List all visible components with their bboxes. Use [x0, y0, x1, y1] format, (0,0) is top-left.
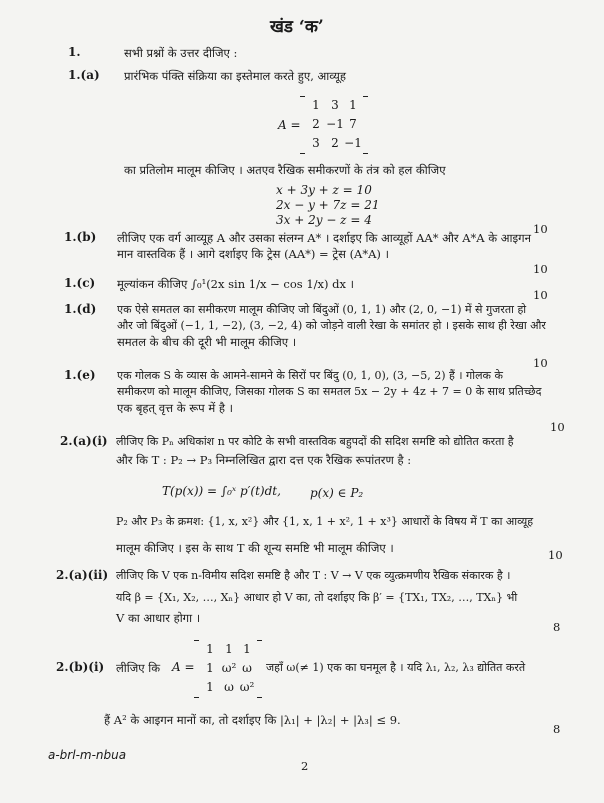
matrix-cell: 1 — [206, 661, 214, 675]
question-text: लीजिए कि — [116, 661, 161, 675]
question-text: जहाँ ω(≠ 1) एक का घनमूल है । यदि λ₁, λ₂, λ₃ द्योतित करते — [266, 661, 526, 674]
equation: x + 3y + z = 10 — [276, 183, 372, 197]
paper-code: a-brl-m-nbua — [48, 748, 127, 762]
question-text: सभी प्रश्नों के उत्तर दीजिए : — [124, 46, 238, 60]
question-text: लीजिए एक वर्ग आव्यूह A और उसका संलग्न A* । दर्शाइए कि आव्यूहों AA* और A*A के आइगन — [117, 231, 532, 245]
question-text: एक बृहत् वृत्त के रूप में है । — [117, 401, 233, 415]
matrix-cell: 2 — [312, 117, 320, 131]
matrix-label: A = — [278, 118, 301, 132]
question-text: लीजिए कि V एक n-विमीय सदिश समष्टि है और T : V → V एक व्युत्क्रमणीय रैखिक संकारक है । — [116, 569, 511, 582]
question-text: और कि T : P₂ → P₃ निम्नलिखित द्वारा दत्त एक रैखिक रूपांतरण है : — [116, 453, 412, 467]
matrix-cell: 1 — [206, 642, 214, 656]
matrix-cell: 7 — [349, 117, 357, 131]
question-number: 1. — [68, 45, 81, 59]
question-text: समतल के बीच की दूरी भी मालूम कीजिए । — [117, 335, 297, 349]
matrix-a — [300, 96, 368, 154]
matrix-cell: ω — [224, 680, 234, 694]
matrix-cell: 2 — [331, 136, 339, 150]
question-text: मान वास्तविक हैं । आगे दर्शाइए कि ट्रेस (AA*) = ट्रेस (A*A) । — [117, 247, 389, 261]
question-number: 2.(a)(ii) — [56, 568, 109, 582]
equation: 3x + 2y − z = 4 — [276, 213, 372, 227]
marks: 10 — [548, 548, 563, 562]
section-title: खंड ‘क’ — [270, 17, 324, 37]
formula: T(p(x)) = ∫₀ˣ p′(t)dt, — [162, 484, 281, 498]
matrix-cell: 1 — [312, 98, 320, 112]
matrix-cell: −1 — [344, 136, 362, 150]
matrix-cell: 1 — [349, 98, 357, 112]
question-text: हैं A² के आइगन मानों का, तो दर्शाइए कि |λ₁| + |λ₂| + |λ₃| ≤ 9. — [104, 713, 401, 727]
matrix-cell: 1 — [206, 680, 214, 694]
matrix-cell: ω² — [221, 661, 237, 675]
matrix-cell: ω² — [239, 680, 255, 694]
question-number: 2.(a)(i) — [60, 434, 108, 448]
matrix-cell: 1 — [243, 642, 251, 656]
matrix-cell: 1 — [225, 642, 233, 656]
formula: p(x) ∈ P₂ — [310, 486, 364, 500]
matrix-label: A = — [172, 660, 195, 674]
question-text: और जो बिंदुओं (−1, 1, −2), (3, −2, 4) को जोड़ने वाली रेखा के समांतर हो । इसके साथ ही रेखा और — [117, 319, 546, 332]
question-text: एक ऐसे समतल का समीकरण मालूम कीजिए जो बिंदुओं (0, 1, 1) और (2, 0, −1) में से गुजरता हो — [117, 303, 527, 316]
question-text: एक गोलक S के व्यास के आमने-सामने के सिरों पर बिंदु (0, 1, 0), (3, −5, 2) हैं । गोलक के — [117, 369, 503, 382]
marks: 10 — [533, 356, 548, 370]
matrix-cell: 3 — [312, 136, 320, 150]
marks: 10 — [550, 420, 565, 434]
question-text: मालूम कीजिए । इस के साथ T की शून्य समष्टि भी मालूम कीजिए । — [116, 541, 394, 555]
marks: 8 — [553, 722, 561, 736]
equation: 2x − y + 7z = 21 — [276, 198, 380, 212]
page-number: 2 — [301, 759, 309, 773]
question-text: का प्रतिलोम मालूम कीजिए । अतएव रैखिक समीकरणों के तंत्र को हल कीजिए — [124, 163, 446, 177]
marks: 10 — [533, 262, 548, 276]
question-text: समीकरण को मालूम कीजिए, जिसका गोलक S का समतल 5x − 2y + 4z + 7 = 0 के साथ प्रतिच्छेद — [117, 385, 542, 398]
marks: 8 — [553, 620, 561, 634]
question-number: 1.(c) — [64, 276, 96, 290]
question-number: 2.(b)(i) — [56, 660, 105, 674]
question-text: प्रारंभिक पंक्ति संक्रिया का इस्तेमाल करते हुए, आव्यूह — [124, 69, 346, 83]
question-text: V का आधार होगा । — [116, 611, 201, 625]
question-text: लीजिए कि Pₙ अधिकांश n पर कोटि के सभी वास्तविक बहुपदों की सदिश समष्टि को द्योतित करता है — [116, 435, 514, 448]
marks: 10 — [533, 288, 548, 302]
matrix-cell: 3 — [331, 98, 339, 112]
question-number: 1.(a) — [68, 68, 100, 82]
marks: 10 — [533, 222, 548, 236]
question-text: P₂ और P₃ के क्रमश: {1, x, x²} और {1, x, 1 + x², 1 + x³} आधारों के विषय में T का आव्यूह — [116, 515, 534, 528]
question-text: यदि β = {X₁, X₂, …, Xₙ} आधार हो V का, तो दर्शाइए कि β′ = {TX₁, TX₂, …, TXₙ} भी — [116, 591, 518, 604]
question-number: 1.(e) — [64, 368, 96, 382]
question-text: मूल्यांकन कीजिए ∫₀¹(2x sin 1/x − cos 1/x) dx । — [117, 277, 355, 291]
matrix-cell: ω — [242, 661, 252, 675]
matrix-cell: −1 — [326, 117, 344, 131]
question-number: 1.(b) — [64, 230, 97, 244]
question-number: 1.(d) — [64, 302, 97, 316]
matrix-a — [194, 640, 262, 698]
